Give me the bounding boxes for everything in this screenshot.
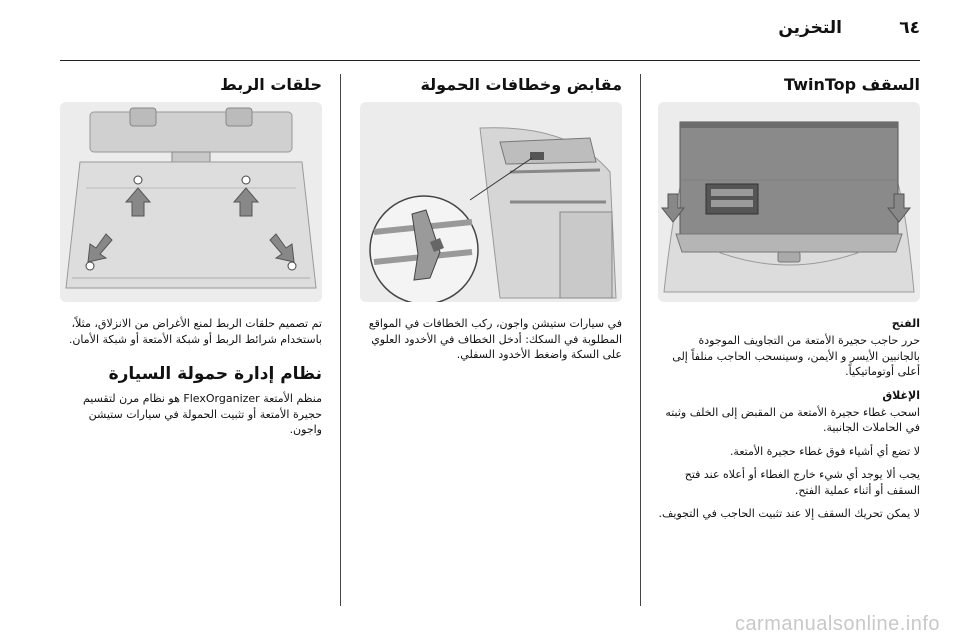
paragraph: منظم الأمتعة FlexOrganizer هو نظام مرن لتقسيم حجيرة الأمتعة أو تثبيت الحمولة في سيارات ستيشن واجون.: [82, 392, 322, 436]
section-heading: حلقات الربط: [220, 75, 322, 94]
paragraph: في سيارات ستيشن واجون، ركب الخطافات في المواقع المطلوبة في السكك: أدخل الخطاف في الأخدود العلوي على السكة واضغط الأخدود السفلي.: [368, 317, 622, 361]
column-divider: [640, 74, 641, 606]
header-rule: [60, 60, 920, 61]
page-header: [60, 14, 920, 46]
paragraph: لا تضع أي أشياء فوق غطاء حجيرة الأمتعة.: [729, 444, 920, 458]
section-heading: السقف TwinTop: [784, 75, 920, 94]
watermark: carmanualsonline.info: [734, 613, 940, 635]
paragraph: يجب ألا يوجد أي شيء خارج الغطاء أو أعلاه عند فتح السقف أو أثناء عملية الفتح.: [684, 468, 920, 497]
column-divider: [340, 74, 341, 606]
page-number: ٦٤: [899, 18, 920, 38]
section-title: التخزين: [778, 18, 842, 38]
paragraph: تم تصميم حلقات الربط لمنع الأغراض من الانزلاق، مثلاً، باستخدام شرائط الربط أو شبكة الأمتعة أو شبكة الأمان.: [68, 317, 322, 346]
column-lashing-eyes: [60, 74, 322, 446]
column-twintop: [658, 74, 920, 530]
column-load-hooks: [358, 74, 622, 371]
paragraph: اسحب غطاء حجيرة الأمتعة من المقبض إلى الخلف وثبته في الحاملات الجانبية.: [665, 405, 920, 434]
folding-roof-cargo-cover-illustration: [658, 102, 920, 302]
block-heading: الإغلاق: [882, 388, 920, 402]
load-hook-trunk-illustration: [360, 102, 622, 302]
paragraph: حرر حاجب حجيرة الأمتعة من التجاويف الموجودة بالجانبين الأيسر و الأيمن، وسينسحب الحاجب منلفاً إلى أعلى أوتوماتيكياً.: [672, 334, 920, 378]
section-heading: مقابض وخطافات الحمولة: [420, 75, 622, 94]
paragraph: لا يمكن تحريك السقف إلا عند تثبيت الحاجب في التجويف.: [658, 507, 920, 520]
lashing-eyes-trunk-floor-illustration: [60, 102, 322, 302]
block-heading: الفتح: [891, 317, 920, 330]
subsection-heading: نظام إدارة حمولة السيارة: [108, 364, 322, 384]
